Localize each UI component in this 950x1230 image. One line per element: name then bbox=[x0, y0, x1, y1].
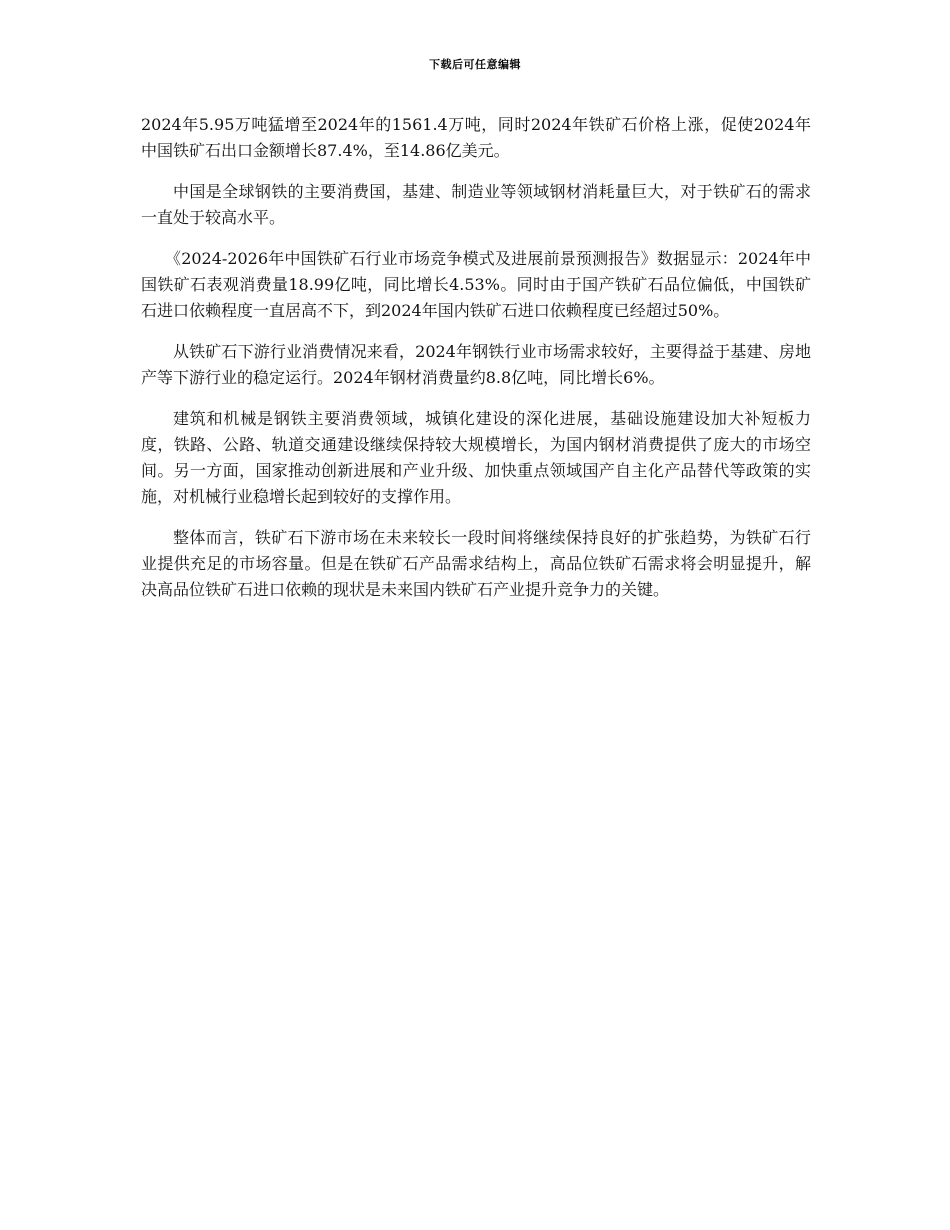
paragraph-report-data: 《2024-2026年中国铁矿石行业市场竞争模式及进展前景预测报告》数据显示：2024年中国铁矿石表观消费量18.99亿吨，同比增长4.53%。同时由于国产铁矿石品位偏低，中国铁矿石进口依赖程度一直居高不下，到2024年国内铁矿石进口依赖程度已经超过50%。 bbox=[141, 249, 811, 320]
page-header: 下载后可任意编辑 bbox=[429, 58, 521, 71]
paragraph-downstream-industry: 从铁矿石下游行业消费情况来看，2024年钢铁行业市场需求较好，主要得益于基建、房地产等下游行业的稳定运行。2024年钢材消费量约8.8亿吨，同比增长6%。 bbox=[141, 342, 811, 387]
paragraph-consumption-demand: 中国是全球钢铁的主要消费国，基建、制造业等领域钢材消耗量巨大，对于铁矿石的需求一直处于较高水平。 bbox=[141, 182, 811, 227]
paragraph-export-growth: 2024年5.95万吨猛增至2024年的1561.4万吨，同时2024年铁矿石价格上涨，促使2024年中国铁矿石出口金额增长87.4%，至14.86亿美元。 bbox=[141, 115, 811, 160]
paragraph-summary: 整体而言，铁矿石下游市场在未来较长一段时间将继续保持良好的扩张趋势，为铁矿石行业提供充足的市场容量。但是在铁矿石产品需求结构上，高品位铁矿石需求将会明显提升，解决高品位铁矿石进口依赖的现状是未来国内铁矿石产业提升竞争力的关键。 bbox=[141, 528, 811, 599]
paragraph-construction-machinery: 建筑和机械是钢铁主要消费领域，城镇化建设的深化进展，基础设施建设加大补短板力度，铁路、公路、轨道交通建设继续保持较大规模增长，为国内钢材消费提供了庞大的市场空间。另一方面，国家推动创新进展和产业升级、加快重点领域国产自主化产品替代等政策的实施，对机械行业稳增长起到较好的支撑作用。 bbox=[141, 409, 811, 506]
document-body bbox=[141, 112, 811, 618]
